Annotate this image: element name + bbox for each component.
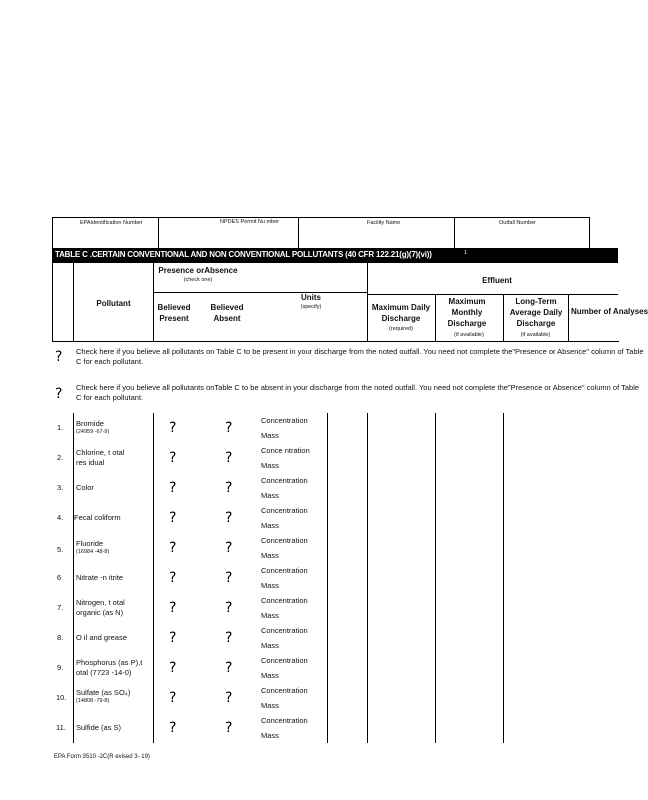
unit-concentration: Conce ntration (261, 446, 310, 455)
unit-concentration: Concentration (261, 716, 308, 725)
pollutant-cas: (24959 -67-9) (76, 429, 110, 435)
facility-label: Facility Name (367, 220, 401, 226)
instruction-absent (52, 379, 640, 413)
unit-mass: Mass (261, 581, 279, 590)
table-title-note: 1 (464, 250, 468, 256)
pollutant-name: Nitrogen, t otal organic (as N) (76, 598, 125, 617)
header-believed-absent: Believed Absent (210, 303, 244, 323)
unit-mass: Mass (261, 431, 279, 440)
instruction-present (52, 341, 644, 379)
believed-absent-checkbox[interactable]: ? (225, 600, 233, 616)
row-number: 11. (56, 723, 66, 732)
header-max-daily: Maximum Daily Discharge (371, 303, 431, 323)
row-number: 4. (57, 513, 64, 522)
instruction-absent-text: Check here if you believe all pollutants onTable C to be absent in your discharge from the noted outfall. You need not complete the"Presence or Absence" column of Table C for each pollutant. (76, 383, 640, 402)
pollutant-name: Fecal coliform (74, 513, 121, 522)
epa-id-label: EPAIdentification Number (80, 220, 143, 226)
pollutant-cas: (14808 -79-8) (76, 698, 110, 704)
header-believed-present: Believed Present (157, 303, 191, 323)
believed-absent-checkbox[interactable]: ? (225, 510, 233, 526)
pollutant-name: Fluoride (76, 539, 104, 548)
unit-mass: Mass (261, 521, 279, 530)
unit-mass: Mass (261, 701, 279, 710)
unit-mass: Mass (261, 551, 279, 560)
header-max-daily-sub: (required) (389, 326, 413, 332)
table-row (52, 593, 618, 623)
pollutant-name: Bromide (76, 419, 104, 428)
believed-absent-checkbox[interactable]: ? (225, 630, 233, 646)
unit-mass: Mass (261, 491, 279, 500)
believed-absent-checkbox[interactable]: ? (225, 480, 233, 496)
header-num-analyses: Number of Analyses (571, 307, 648, 316)
row-number: 10. (56, 693, 67, 702)
believed-absent-checkbox[interactable]: ? (225, 660, 233, 676)
header-long-term: Long-Term Average Daily Discharge (509, 297, 563, 328)
header-presence: Presence orAbsence (158, 266, 238, 275)
row-number: 3. (57, 483, 64, 492)
believed-absent-checkbox[interactable]: ? (225, 720, 233, 736)
table-row (52, 533, 618, 563)
believed-absent-checkbox[interactable]: ? (225, 690, 233, 706)
believed-present-checkbox[interactable]: ? (169, 480, 177, 496)
pollutant-name: Color (76, 483, 94, 492)
believed-present-checkbox[interactable]: ? (169, 450, 177, 466)
header-pollutant: Pollutant (96, 299, 131, 308)
unit-concentration: Concentration (261, 626, 308, 635)
unit-concentration: Concentration (261, 686, 308, 695)
npdes-label: NPDES Permit Nu mber (220, 219, 279, 225)
unit-concentration: Concentration (261, 536, 308, 545)
believed-present-checkbox[interactable]: ? (169, 510, 177, 526)
header-units-sub: (specify) (300, 304, 322, 310)
pollutant-name: Sulfate (as SO₄) (76, 688, 131, 697)
believed-present-checkbox[interactable]: ? (169, 540, 177, 556)
row-number: 6 (57, 573, 62, 582)
header-effluent: Effluent (482, 276, 512, 285)
believed-present-checkbox[interactable]: ? (169, 630, 177, 646)
unit-concentration: Concentration (261, 506, 308, 515)
unit-concentration: Concentration (261, 416, 308, 425)
unit-mass: Mass (261, 671, 279, 680)
header-max-monthly: Maximum Monthly Discharge (447, 297, 487, 328)
form-id-footer: EPA Form 3510 -2C(R evised 3- 19) (54, 754, 150, 760)
believed-present-checkbox[interactable]: ? (169, 420, 177, 436)
row-number: 5. (57, 545, 64, 554)
table-row (52, 473, 618, 503)
pollutant-name: Sulfide (as S) (76, 723, 122, 732)
table-row (52, 413, 618, 443)
table-row (52, 443, 618, 473)
believed-absent-checkbox[interactable]: ? (225, 420, 233, 436)
outfall-label: Outfall Number (499, 220, 536, 226)
table-row (52, 503, 618, 533)
pollutant-name: Chlorine, t otal res idual (76, 448, 125, 467)
check-all-present-checkbox[interactable]: ? (55, 349, 63, 365)
check-all-absent-checkbox[interactable]: ? (55, 386, 63, 402)
header-max-monthly-sub: (if available) (454, 332, 484, 338)
believed-present-checkbox[interactable]: ? (169, 570, 177, 586)
unit-mass: Mass (261, 731, 279, 740)
header-long-term-sub: (if available) (520, 332, 551, 338)
unit-mass: Mass (261, 611, 279, 620)
table-row (52, 563, 618, 593)
row-number: 9. (57, 663, 64, 672)
unit-concentration: Concentration (261, 476, 308, 485)
header-check-one: (check one) (183, 277, 213, 283)
unit-mass: Mass (261, 641, 279, 650)
table-row (52, 713, 618, 743)
table-row (52, 653, 618, 683)
believed-present-checkbox[interactable]: ? (169, 600, 177, 616)
unit-concentration: Concentration (261, 596, 308, 605)
row-number: 7. (57, 603, 64, 612)
row-number: 8. (57, 633, 64, 642)
pollutant-name: Nitrate -n itrite (76, 573, 124, 582)
table-row (52, 683, 618, 713)
pollutant-name: O il and grease (76, 633, 127, 642)
instruction-present-text: Check here if you believe all pollutants on Table C to be present in your discharge from the noted outfall. You need not complete the"Presence or Absence" column of Table C for each pollutant. (76, 347, 644, 366)
unit-mass: Mass (261, 461, 279, 470)
believed-present-checkbox[interactable]: ? (169, 690, 177, 706)
header-units: Units (301, 293, 321, 302)
unit-concentration: Concentration (261, 656, 308, 665)
believed-present-checkbox[interactable]: ? (169, 660, 177, 676)
unit-concentration: Concentration (261, 566, 308, 575)
pollutant-cas: (16984 -48-8) (76, 549, 110, 555)
row-number: 2. (57, 453, 64, 462)
table-row (52, 623, 618, 653)
believed-absent-checkbox[interactable]: ? (225, 540, 233, 556)
believed-absent-checkbox[interactable]: ? (225, 570, 233, 586)
pollutant-name: Phosphorus (as P),t otal (7723 -14-0) (76, 658, 143, 677)
table-title: TABLE C .CERTAIN CONVENTIONAL AND NON CONVENTIONAL POLLUTANTS (40 CFR 122.21(g)(7)(vi)) (55, 250, 432, 259)
believed-present-checkbox[interactable]: ? (169, 720, 177, 736)
row-number: 1. (57, 423, 64, 432)
believed-absent-checkbox[interactable]: ? (225, 450, 233, 466)
